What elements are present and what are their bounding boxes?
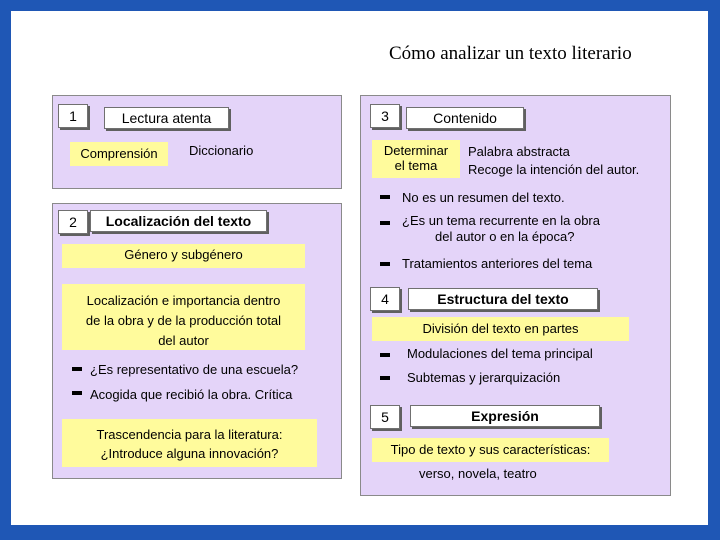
determinar-line-2: el tema <box>394 158 438 173</box>
bullet-dash <box>72 367 82 371</box>
section-3-bullet-2-cont: del autor o en la época? <box>435 229 575 244</box>
section-4-heading: Estructura del texto <box>408 288 598 310</box>
section-1-number: 1 <box>58 104 88 128</box>
section-5-heading: Expresión <box>410 405 600 427</box>
comprension-box: Comprensión <box>70 142 168 166</box>
section-4-number: 4 <box>370 287 400 311</box>
section-3-bullet-3: Tratamientos anteriores del tema <box>402 256 593 271</box>
bullet-dash <box>72 391 82 395</box>
section-3-bullet-2: ¿Es un tema recurrente en la obra <box>402 213 600 228</box>
section-3-number: 3 <box>370 104 400 128</box>
bullet-dash <box>380 376 390 380</box>
section-2-bullet-2: Acogida que recibió la obra. Crítica <box>90 387 293 402</box>
determinar-box <box>372 140 460 178</box>
section-3-bullet-1: No es un resumen del texto. <box>402 190 565 205</box>
bullet-dash <box>380 262 390 266</box>
trascendencia-line-2: ¿Introduce alguna innovación? <box>100 446 279 461</box>
localizacion-line-3: del autor <box>158 333 209 348</box>
tipo-box: Tipo de texto y sus características: <box>372 438 609 462</box>
section-5-number: 5 <box>370 405 400 429</box>
abstract-line-1: Palabra abstracta <box>468 144 570 159</box>
bullet-dash <box>380 221 390 225</box>
section-2-number: 2 <box>58 210 88 234</box>
page-title: Cómo analizar un texto literario <box>389 43 632 64</box>
bullet-dash <box>380 195 390 199</box>
section-1-heading: Lectura atenta <box>104 107 229 129</box>
division-box: División del texto en partes <box>372 317 629 341</box>
determinar-line-1: Determinar <box>383 143 449 158</box>
section-2-heading: Localización del texto <box>90 210 267 232</box>
abstract-line-2: Recoge la intención del autor. <box>468 162 640 177</box>
trascendencia-line-1: Trascendencia para la literatura: <box>96 427 283 442</box>
slide <box>11 11 708 525</box>
examples-label: verso, novela, teatro <box>419 466 537 481</box>
localizacion-box <box>62 284 305 350</box>
bullet-dash <box>380 353 390 357</box>
section-2-bullet-1: ¿Es representativo de una escuela? <box>90 362 299 377</box>
section-4-bullet-1: Modulaciones del tema principal <box>407 346 593 361</box>
localizacion-line-2: de la obra y de la producción total <box>85 313 282 328</box>
diccionario-label: Diccionario <box>189 143 254 158</box>
localizacion-line-1: Localización e importancia dentro <box>86 293 281 308</box>
genero-box: Género y subgénero <box>62 244 305 268</box>
section-4-bullet-2: Subtemas y jerarquización <box>407 370 561 385</box>
trascendencia-box <box>62 419 317 467</box>
section-3-heading: Contenido <box>406 107 524 129</box>
